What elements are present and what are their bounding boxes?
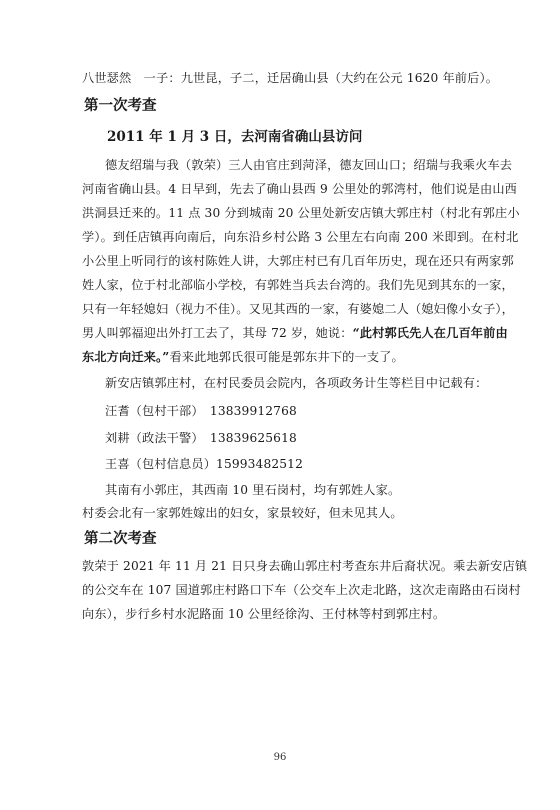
- paragraph-line: 村委会北有一家郭姓嫁出的妇女，家景较好，但未见其人。: [82, 506, 403, 520]
- paragraph-line: 向东），步行乡村水泥路面 10 公里经徐沟、王付林等村到郭庄村。: [82, 607, 446, 621]
- quoted-statement: “此村郭氏先人在几百年前由: [352, 326, 508, 340]
- heading-second-survey: 第二次考查: [84, 530, 157, 547]
- intro-line: 八世瑟然 一子：九世昆，子二，迁居确山县（大约在公元 1620 年前后）。: [82, 71, 499, 85]
- paragraph-line: 德友绍瑞与我（敦荣）三人由官庄到菏泽，德友回山口；绍瑞与我乘火车去: [105, 158, 513, 172]
- paragraph-line: 敦荣于 2021 年 11 月 21 日只身去确山郭庄村考查东井后裔状况。乘去新安店镇: [82, 559, 528, 573]
- paragraph-line: 河南省确山县。4 日早到，先去了确山县西 9 公里处的郭湾村，他们说是由山西: [82, 182, 518, 196]
- heading-first-survey: 第一次考查: [84, 97, 157, 114]
- quoted-statement-end: 东北方向迁来。”: [82, 350, 170, 364]
- paragraph-line: 姓人家，位于村北部临小学校，有郭姓当兵去台湾的。我们先见到其东的一家，: [82, 278, 514, 292]
- paragraph-text: 男人叫郭福迎出外打工去了，其母 72 岁，她说：: [82, 326, 353, 340]
- paragraph-line: 新安店镇郭庄村，在村民委员会院内，各项政务计生等栏目中记载有：: [105, 376, 488, 390]
- paragraph-line: 其南有小郭庄，其西南 10 里石岗村，均有郭姓人家。: [105, 483, 401, 497]
- paragraph-line: 只有一年轻媳妇（视力不佳）。又见其西的一家，有婆媳二人（媳妇像小女子），: [82, 302, 514, 316]
- paragraph-text: 看来此地郭氏很可能是郭东井下的一支了。: [169, 350, 404, 364]
- contact-entry: 王喜（包村信息员）15993482512: [105, 457, 303, 471]
- paragraph-line: [82, 325, 508, 341]
- paragraph-line: 洪洞县迁来的。11 点 30 分到城南 20 公里处新安店镇大郭庄村（村北有郭庄小: [82, 206, 520, 220]
- paragraph-line: 学）。到任店镇再向南后，向东沿乡村公路 3 公里左右向南 200 米即到。在村北: [82, 230, 519, 244]
- page-number: 96: [273, 752, 287, 763]
- paragraph-line: 的公交车在 107 国道郭庄村路口下车（公交车上次走北路，这次走南路由石岗村: [82, 583, 521, 597]
- contact-entry: 刘耕（政法干警） 13839625618: [105, 431, 297, 445]
- contact-entry: 汪耆（包村干部） 13839912768: [105, 404, 297, 418]
- paragraph-line: 小公里上听同行的该村陈姓人讲，大郭庄村已有几百年历史，现在还只有两家郭: [82, 254, 514, 268]
- subheading-first-survey-date: 2011 年 1 月 3 日，去河南省确山县访问: [107, 129, 363, 145]
- paragraph-line: [82, 349, 482, 365]
